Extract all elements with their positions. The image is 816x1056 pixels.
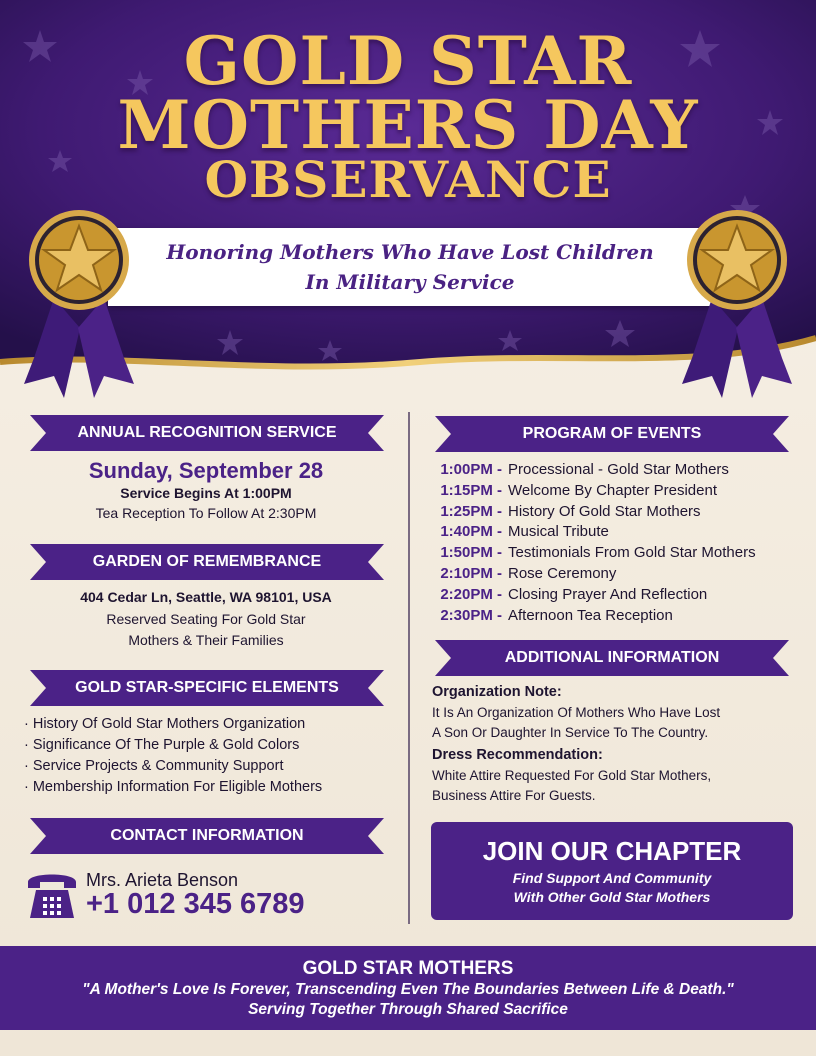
event-row xyxy=(420,522,816,543)
event-desc: History Of Gold Star Mothers xyxy=(508,502,701,520)
service-date: Sunday, September 28 xyxy=(88,458,324,483)
contact-heading xyxy=(30,818,384,854)
elements-heading xyxy=(30,670,384,706)
event-time: 2:10PM - xyxy=(440,564,502,582)
dress-label: Dress Recommendation: xyxy=(432,747,603,763)
event-row xyxy=(420,481,816,502)
list-item: · Service Projects & Community Support xyxy=(24,758,284,774)
event-desc: Testimonials From Gold Star Mothers xyxy=(508,544,756,562)
contact-phone[interactable]: +1 012 345 6789 xyxy=(86,888,305,920)
event-desc: Welcome By Chapter President xyxy=(508,481,717,499)
annual-service-heading xyxy=(30,415,384,451)
annual-service-heading-text: ANNUAL RECOGNITION SERVICE xyxy=(77,424,337,441)
list-item: · Membership Information For Eligible Mothers xyxy=(24,779,323,795)
telephone-icon xyxy=(24,868,80,920)
elements-list xyxy=(24,714,404,798)
title-line-2: MOTHERS DAY xyxy=(117,86,699,164)
join-title: JOIN OUR CHAPTER xyxy=(482,836,742,866)
event-desc: Musical Tribute xyxy=(508,523,609,541)
contact-heading-text: CONTACT INFORMATION xyxy=(110,827,304,844)
subtitle-line-1: Honoring Mothers Who Have Lost Children xyxy=(166,240,654,264)
organization-note-label: Organization Note: xyxy=(432,684,562,700)
footer-tagline: Serving Together Through Shared Sacrifice xyxy=(248,1001,568,1018)
event-desc: Processional - Gold Star Mothers xyxy=(508,461,729,478)
gold-star-medal-icon xyxy=(682,208,792,408)
contact-name: Mrs. Arieta Benson xyxy=(86,870,239,890)
event-row xyxy=(420,460,816,481)
event-desc: Afternoon Tea Reception xyxy=(508,606,673,624)
service-begins: Service Begins At 1:00PM xyxy=(120,485,292,501)
org-note-line-2: A Son Or Daughter In Service To The Country. xyxy=(432,724,709,740)
additional-heading-text: ADDITIONAL INFORMATION xyxy=(504,649,720,666)
event-time: 1:25PM - xyxy=(440,502,502,520)
event-desc: Rose Ceremony xyxy=(508,564,617,582)
header xyxy=(0,0,816,380)
join-subtitle-2: With Other Gold Star Mothers xyxy=(513,889,711,905)
events-list xyxy=(420,460,816,626)
org-note-line-1: It Is An Organization Of Mothers Who Have Lost xyxy=(432,705,721,720)
footer-organization: GOLD STAR MOTHERS xyxy=(302,958,514,979)
column-divider xyxy=(408,412,410,924)
event-time: 1:00PM - xyxy=(440,461,502,478)
title-line-3: OBSERVANCE xyxy=(204,150,612,209)
subtitle-banner xyxy=(108,228,712,306)
garden-heading xyxy=(30,544,384,580)
title-line-1: GOLD STAR xyxy=(183,22,633,100)
elements-heading-text: GOLD STAR-SPECIFIC ELEMENTS xyxy=(75,679,339,696)
event-time: 1:15PM - xyxy=(440,481,502,499)
event-time: 1:50PM - xyxy=(440,544,502,562)
event-time: 2:30PM - xyxy=(440,606,502,624)
event-row xyxy=(420,585,816,606)
event-row xyxy=(420,606,816,627)
footer xyxy=(0,946,816,1030)
garden-seating xyxy=(30,609,382,651)
join-subtitle-1: Find Support And Community xyxy=(512,870,712,886)
event-desc: Closing Prayer And Reflection xyxy=(508,585,708,603)
tea-reception: Tea Reception To Follow At 2:30PM xyxy=(95,505,317,521)
dress-recommendation xyxy=(432,766,802,805)
footer-quote: "A Mother's Love Is Forever, Transcending Even The Boundaries Between Life & Death." xyxy=(82,981,734,998)
list-item: · Significance Of The Purple & Gold Colors xyxy=(24,737,300,753)
subtitle-line-2: In Military Service xyxy=(305,270,515,294)
event-row xyxy=(420,502,816,523)
additional-heading xyxy=(435,640,789,676)
organization-note xyxy=(432,703,802,742)
seating-line-1: Reserved Seating For Gold Star xyxy=(106,611,306,627)
event-time: 2:20PM - xyxy=(440,585,502,603)
garden-address: 404 Cedar Ln, Seattle, WA 98101, USA xyxy=(80,589,332,605)
event-time: 1:40PM - xyxy=(440,523,502,541)
seating-line-2: Mothers & Their Families xyxy=(128,632,284,648)
dress-line-2: Business Attire For Guests. xyxy=(432,787,596,803)
garden-heading-text: GARDEN OF REMEMBRANCE xyxy=(92,553,322,570)
dress-line-1: White Attire Requested For Gold Star Mothers, xyxy=(432,768,712,783)
event-row xyxy=(420,543,816,564)
program-heading xyxy=(435,416,789,452)
join-chapter-box[interactable] xyxy=(431,822,793,920)
gold-star-medal-icon xyxy=(24,208,134,408)
program-heading-text: PROGRAM OF EVENTS xyxy=(522,425,702,442)
list-item: · History Of Gold Star Mothers Organization xyxy=(24,716,306,732)
event-row xyxy=(420,564,816,585)
